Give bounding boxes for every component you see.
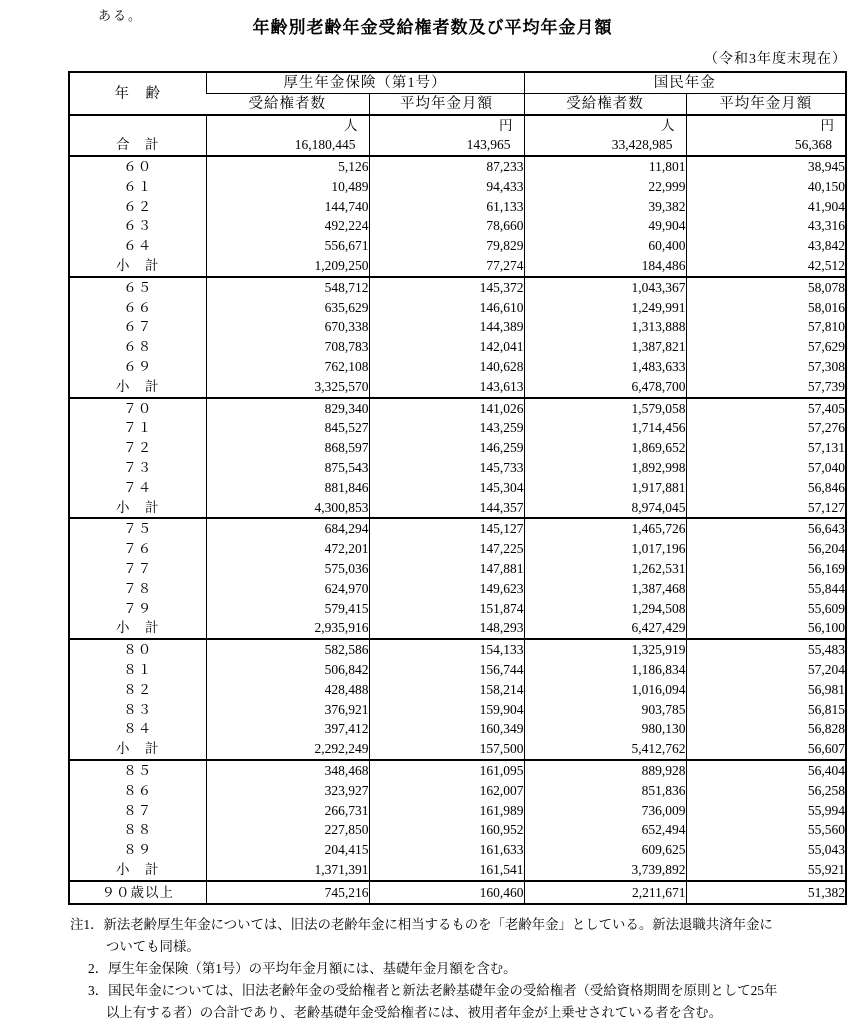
table-cell-total-value — [686, 115, 846, 156]
subtotal-value: 56,607 — [686, 739, 846, 760]
data-value: 49,904 — [524, 216, 686, 236]
subtotal-value: 157,500 — [369, 739, 524, 760]
unit-label: 人 — [344, 118, 358, 133]
data-value: 506,842 — [206, 660, 369, 680]
age-label: ９０歳以上 — [69, 881, 206, 905]
table-row-age — [69, 539, 846, 559]
data-value: 79,829 — [369, 236, 524, 256]
data-value: 55,043 — [686, 840, 846, 860]
data-value: 55,560 — [686, 820, 846, 840]
data-value: 609,625 — [524, 840, 686, 860]
final-row-90-and-over — [69, 881, 846, 905]
data-value: 58,078 — [686, 277, 846, 298]
subtotal-value: 3,739,892 — [524, 860, 686, 881]
age-label: ６８ — [123, 339, 153, 355]
data-value: 149,623 — [369, 579, 524, 599]
data-value: 1,294,508 — [524, 599, 686, 619]
data-value: 78,660 — [369, 216, 524, 236]
age-label: ７２ — [123, 440, 153, 456]
data-value: 348,468 — [206, 760, 369, 781]
data-value: 1,483,633 — [524, 357, 686, 377]
table-row-age — [69, 357, 846, 377]
table-row-age — [69, 559, 846, 579]
col-header-national-pension: 国民年金 — [524, 72, 846, 94]
age-label: ８４ — [123, 721, 153, 737]
subtotal-row — [69, 860, 846, 881]
data-value: 1,016,094 — [524, 680, 686, 700]
table-row-age — [69, 398, 846, 419]
data-value: 875,543 — [206, 458, 369, 478]
unit-label: 人 — [661, 118, 675, 133]
data-value: 11,801 — [524, 156, 686, 177]
data-value: 145,127 — [369, 518, 524, 539]
data-value: 56,643 — [686, 518, 846, 539]
subtotal-value: 2,935,916 — [206, 618, 369, 639]
unit-label: 円 — [499, 118, 513, 133]
data-value: 39,382 — [524, 197, 686, 217]
age-label: ６４ — [123, 238, 153, 254]
table-row-age — [69, 156, 846, 177]
data-value: 38,945 — [686, 156, 846, 177]
subtotal-value: 56,100 — [686, 618, 846, 639]
age-label: ８３ — [123, 701, 153, 717]
table-row-age — [69, 760, 846, 781]
age-label: ６３ — [123, 218, 153, 234]
age-label: ７９ — [123, 600, 153, 616]
subtotal-value: 3,325,570 — [206, 377, 369, 398]
table-row-age — [69, 458, 846, 478]
table-row-age — [69, 177, 846, 197]
total-value: 56,368 — [794, 137, 832, 152]
table-row-age — [69, 700, 846, 720]
age-label: ８８ — [123, 822, 153, 838]
unit-label: 円 — [820, 118, 834, 133]
table-row-age — [69, 801, 846, 821]
data-value: 266,731 — [206, 801, 369, 821]
table-row-age — [69, 418, 846, 438]
data-value: 492,224 — [206, 216, 369, 236]
data-value: 60,400 — [524, 236, 686, 256]
data-value: 159,904 — [369, 700, 524, 720]
data-value: 889,928 — [524, 760, 686, 781]
subtotal-row — [69, 256, 846, 277]
age-label: ８５ — [69, 760, 206, 781]
data-value: 142,041 — [369, 337, 524, 357]
subtotal-value: 6,478,700 — [524, 377, 686, 398]
data-value: 146,259 — [369, 438, 524, 458]
table-row-age — [69, 478, 846, 498]
table-row-age — [69, 197, 846, 217]
data-value: 829,340 — [206, 398, 369, 419]
data-value: 1,465,726 — [524, 518, 686, 539]
data-value: 575,036 — [206, 559, 369, 579]
data-value: 227,850 — [206, 820, 369, 840]
data-value: 56,815 — [686, 700, 846, 720]
data-value: 1,387,821 — [524, 337, 686, 357]
data-value: 670,338 — [206, 317, 369, 337]
age-label: ７７ — [123, 560, 153, 576]
footnote-line: 注1．新法老齢厚生年金については、旧法の老齢年金に相当するものを「老齢年金」としている。新法退職共済年金に — [70, 917, 773, 933]
age-label: ８９ — [123, 842, 153, 858]
footnote-line: 3．国民年金については、旧法老齢年金の受給権者と新法老齢基礎年金の受給権者（受給資格期間を原則として25年 — [88, 983, 778, 999]
col-header-avg-monthly-employee: 平均年金月額 — [369, 94, 524, 116]
age-label: ７５ — [69, 518, 206, 539]
data-value: 56,846 — [686, 478, 846, 498]
data-value: 1,714,456 — [524, 418, 686, 438]
data-value: 55,483 — [686, 639, 846, 660]
table-cell-total-label — [69, 115, 206, 156]
data-value: 868,597 — [206, 438, 369, 458]
age-label: ７３ — [123, 459, 153, 475]
data-value: 10,489 — [206, 177, 369, 197]
col-header-recipients-employee: 受給権者数 — [206, 94, 369, 116]
data-value: 147,225 — [369, 539, 524, 559]
data-value: 1,043,367 — [524, 277, 686, 298]
col-header-recipients-national: 受給権者数 — [524, 94, 686, 116]
data-value: 143,259 — [369, 418, 524, 438]
data-value: 472,201 — [206, 539, 369, 559]
table-row-age — [69, 216, 846, 236]
subtotal-row — [69, 618, 846, 639]
data-value: 428,488 — [206, 680, 369, 700]
data-value: 161,095 — [369, 760, 524, 781]
data-value: 204,415 — [206, 840, 369, 860]
subtotal-value: 8,974,045 — [524, 498, 686, 519]
as-of-date-note: （令和3年度末現在） — [704, 52, 847, 67]
subtotal-label: 小 計 — [116, 741, 160, 757]
table-row-age — [69, 438, 846, 458]
data-value: 736,009 — [524, 801, 686, 821]
subtotal-value: 1,209,250 — [206, 256, 369, 277]
data-value: 161,633 — [369, 840, 524, 860]
footnote-line: 以上有する者）の合計であり、老齢基礎年金受給権者には、被用者年金が上乗せされている者を含む。 — [106, 1005, 722, 1021]
data-value: 56,169 — [686, 559, 846, 579]
table-row-age — [69, 680, 846, 700]
age-label: ７０ — [69, 398, 206, 419]
data-value: 5,126 — [206, 156, 369, 177]
data-value: 579,415 — [206, 599, 369, 619]
data-value: 43,842 — [686, 236, 846, 256]
page-title: 年齢別老齢年金受給権者数及び平均年金月額 — [252, 18, 613, 37]
age-label: ８６ — [123, 782, 153, 798]
subtotal-label: 小 計 — [116, 378, 160, 394]
data-value: 160,349 — [369, 719, 524, 739]
data-value: 57,308 — [686, 357, 846, 377]
data-value: 745,216 — [206, 881, 369, 905]
data-value: 57,405 — [686, 398, 846, 419]
data-value: 708,783 — [206, 337, 369, 357]
data-value: 2,211,671 — [524, 881, 686, 905]
age-label: ６２ — [123, 198, 153, 214]
table-cell-total-value — [369, 115, 524, 156]
data-value: 87,233 — [369, 156, 524, 177]
data-value: 56,258 — [686, 781, 846, 801]
age-label: ７４ — [123, 479, 153, 495]
subtotal-value: 6,427,429 — [524, 618, 686, 639]
total-value: 16,180,445 — [294, 137, 356, 152]
data-value: 980,130 — [524, 719, 686, 739]
data-value: 156,744 — [369, 660, 524, 680]
data-value: 1,325,919 — [524, 639, 686, 660]
age-label: ７１ — [123, 420, 153, 436]
col-header-age: 年 齢 — [69, 72, 206, 115]
age-label: ８７ — [123, 802, 153, 818]
total-value: 143,965 — [466, 137, 511, 152]
table-row-age — [69, 518, 846, 539]
table-row-age — [69, 337, 846, 357]
total-row — [69, 115, 846, 156]
age-label: ６１ — [123, 178, 153, 194]
data-value: 151,874 — [369, 599, 524, 619]
subtotal-value: 77,274 — [369, 256, 524, 277]
clipped-previous-sentence: ある。 — [98, 8, 144, 23]
footnote-line: ついても同様。 — [106, 939, 200, 955]
data-value: 1,186,834 — [524, 660, 686, 680]
data-value: 323,927 — [206, 781, 369, 801]
subtotal-value: 1,371,391 — [206, 860, 369, 881]
age-label: ６９ — [123, 358, 153, 374]
data-value: 158,214 — [369, 680, 524, 700]
subtotal-value: 57,127 — [686, 498, 846, 519]
data-value: 1,892,998 — [524, 458, 686, 478]
data-value: 57,131 — [686, 438, 846, 458]
data-value: 57,810 — [686, 317, 846, 337]
age-label: ６０ — [69, 156, 206, 177]
data-value: 22,999 — [524, 177, 686, 197]
data-value: 41,904 — [686, 197, 846, 217]
table-row-age — [69, 820, 846, 840]
data-value: 635,629 — [206, 298, 369, 318]
subtotal-value: 143,613 — [369, 377, 524, 398]
data-value: 162,007 — [369, 781, 524, 801]
subtotal-value: 55,921 — [686, 860, 846, 881]
data-value: 140,628 — [369, 357, 524, 377]
data-value: 56,828 — [686, 719, 846, 739]
data-value: 548,712 — [206, 277, 369, 298]
age-label: ７６ — [123, 541, 153, 557]
total-value: 33,428,985 — [611, 137, 673, 152]
data-value: 154,133 — [369, 639, 524, 660]
data-value: 145,733 — [369, 458, 524, 478]
table-row-age — [69, 639, 846, 660]
data-value: 376,921 — [206, 700, 369, 720]
table-row-age — [69, 277, 846, 298]
data-value: 624,970 — [206, 579, 369, 599]
age-label: ６５ — [69, 277, 206, 298]
data-value: 1,917,881 — [524, 478, 686, 498]
data-value: 582,586 — [206, 639, 369, 660]
subtotal-row — [69, 377, 846, 398]
data-value: 51,382 — [686, 881, 846, 905]
subtotal-row — [69, 498, 846, 519]
table-row-age — [69, 579, 846, 599]
data-value: 881,846 — [206, 478, 369, 498]
table-row-age — [69, 781, 846, 801]
subtotal-label: 小 計 — [116, 499, 160, 515]
subtotal-label: 小 計 — [116, 620, 160, 636]
table-cell-total-value — [206, 115, 369, 156]
footnotes — [70, 914, 865, 1024]
table-header — [69, 72, 846, 115]
table-row-age — [69, 236, 846, 256]
age-label: ８２ — [123, 681, 153, 697]
data-value: 43,316 — [686, 216, 846, 236]
table-row-age — [69, 298, 846, 318]
data-value: 1,869,652 — [524, 438, 686, 458]
table-cell-total-value — [524, 115, 686, 156]
data-value: 40,150 — [686, 177, 846, 197]
data-value: 161,989 — [369, 801, 524, 821]
age-label: ８０ — [69, 639, 206, 660]
data-value: 57,629 — [686, 337, 846, 357]
data-value: 58,016 — [686, 298, 846, 318]
data-value: 61,133 — [369, 197, 524, 217]
subtotal-value: 4,300,853 — [206, 498, 369, 519]
data-value: 1,313,888 — [524, 317, 686, 337]
data-value: 762,108 — [206, 357, 369, 377]
data-value: 56,981 — [686, 680, 846, 700]
data-value: 146,610 — [369, 298, 524, 318]
table-body — [69, 115, 846, 904]
subtotal-label: 小 計 — [116, 861, 160, 877]
subtotal-value: 161,541 — [369, 860, 524, 881]
data-value: 57,276 — [686, 418, 846, 438]
data-value: 1,579,058 — [524, 398, 686, 419]
spacer — [70, 116, 206, 135]
data-value: 160,952 — [369, 820, 524, 840]
pension-table — [68, 71, 847, 905]
data-value: 1,017,196 — [524, 539, 686, 559]
table-row-age — [69, 840, 846, 860]
subtotal-row — [69, 739, 846, 760]
subtotal-value: 57,739 — [686, 377, 846, 398]
subtotal-value: 144,357 — [369, 498, 524, 519]
table-row-age — [69, 599, 846, 619]
data-value: 141,026 — [369, 398, 524, 419]
age-label: ７８ — [123, 580, 153, 596]
data-value: 397,412 — [206, 719, 369, 739]
data-value: 57,204 — [686, 660, 846, 680]
data-value: 1,249,991 — [524, 298, 686, 318]
subtotal-label: 小 計 — [116, 257, 160, 273]
data-value: 144,389 — [369, 317, 524, 337]
data-value: 145,372 — [369, 277, 524, 298]
data-value: 684,294 — [206, 518, 369, 539]
data-value: 556,671 — [206, 236, 369, 256]
age-label: ６７ — [123, 319, 153, 335]
data-value: 94,433 — [369, 177, 524, 197]
data-value: 1,262,531 — [524, 559, 686, 579]
subtotal-value: 42,512 — [686, 256, 846, 277]
data-value: 145,304 — [369, 478, 524, 498]
subtotal-value: 5,412,762 — [524, 739, 686, 760]
data-value: 55,844 — [686, 579, 846, 599]
data-value: 1,387,468 — [524, 579, 686, 599]
data-value: 903,785 — [524, 700, 686, 720]
col-header-employee-pension: 厚生年金保険（第1号） — [206, 72, 524, 94]
subtotal-value: 148,293 — [369, 618, 524, 639]
age-label: ６６ — [123, 299, 153, 315]
data-value: 160,460 — [369, 881, 524, 905]
data-value: 55,609 — [686, 599, 846, 619]
total-label: 合 計 — [116, 137, 160, 152]
subtotal-value: 184,486 — [524, 256, 686, 277]
data-value: 845,527 — [206, 418, 369, 438]
data-value: 147,881 — [369, 559, 524, 579]
data-value: 57,040 — [686, 458, 846, 478]
footnote-line: 2．厚生年金保険（第1号）の平均年金月額には、基礎年金月額を含む。 — [88, 961, 517, 977]
data-value: 56,204 — [686, 539, 846, 559]
data-value: 56,404 — [686, 760, 846, 781]
age-label: ８１ — [123, 661, 153, 677]
col-header-avg-monthly-national: 平均年金月額 — [686, 94, 846, 116]
subtotal-value: 2,292,249 — [206, 739, 369, 760]
data-value: 851,836 — [524, 781, 686, 801]
table-row-age — [69, 317, 846, 337]
data-value: 55,994 — [686, 801, 846, 821]
data-value: 144,740 — [206, 197, 369, 217]
data-value: 652,494 — [524, 820, 686, 840]
table-row-age — [69, 719, 846, 739]
table-row-age — [69, 660, 846, 680]
